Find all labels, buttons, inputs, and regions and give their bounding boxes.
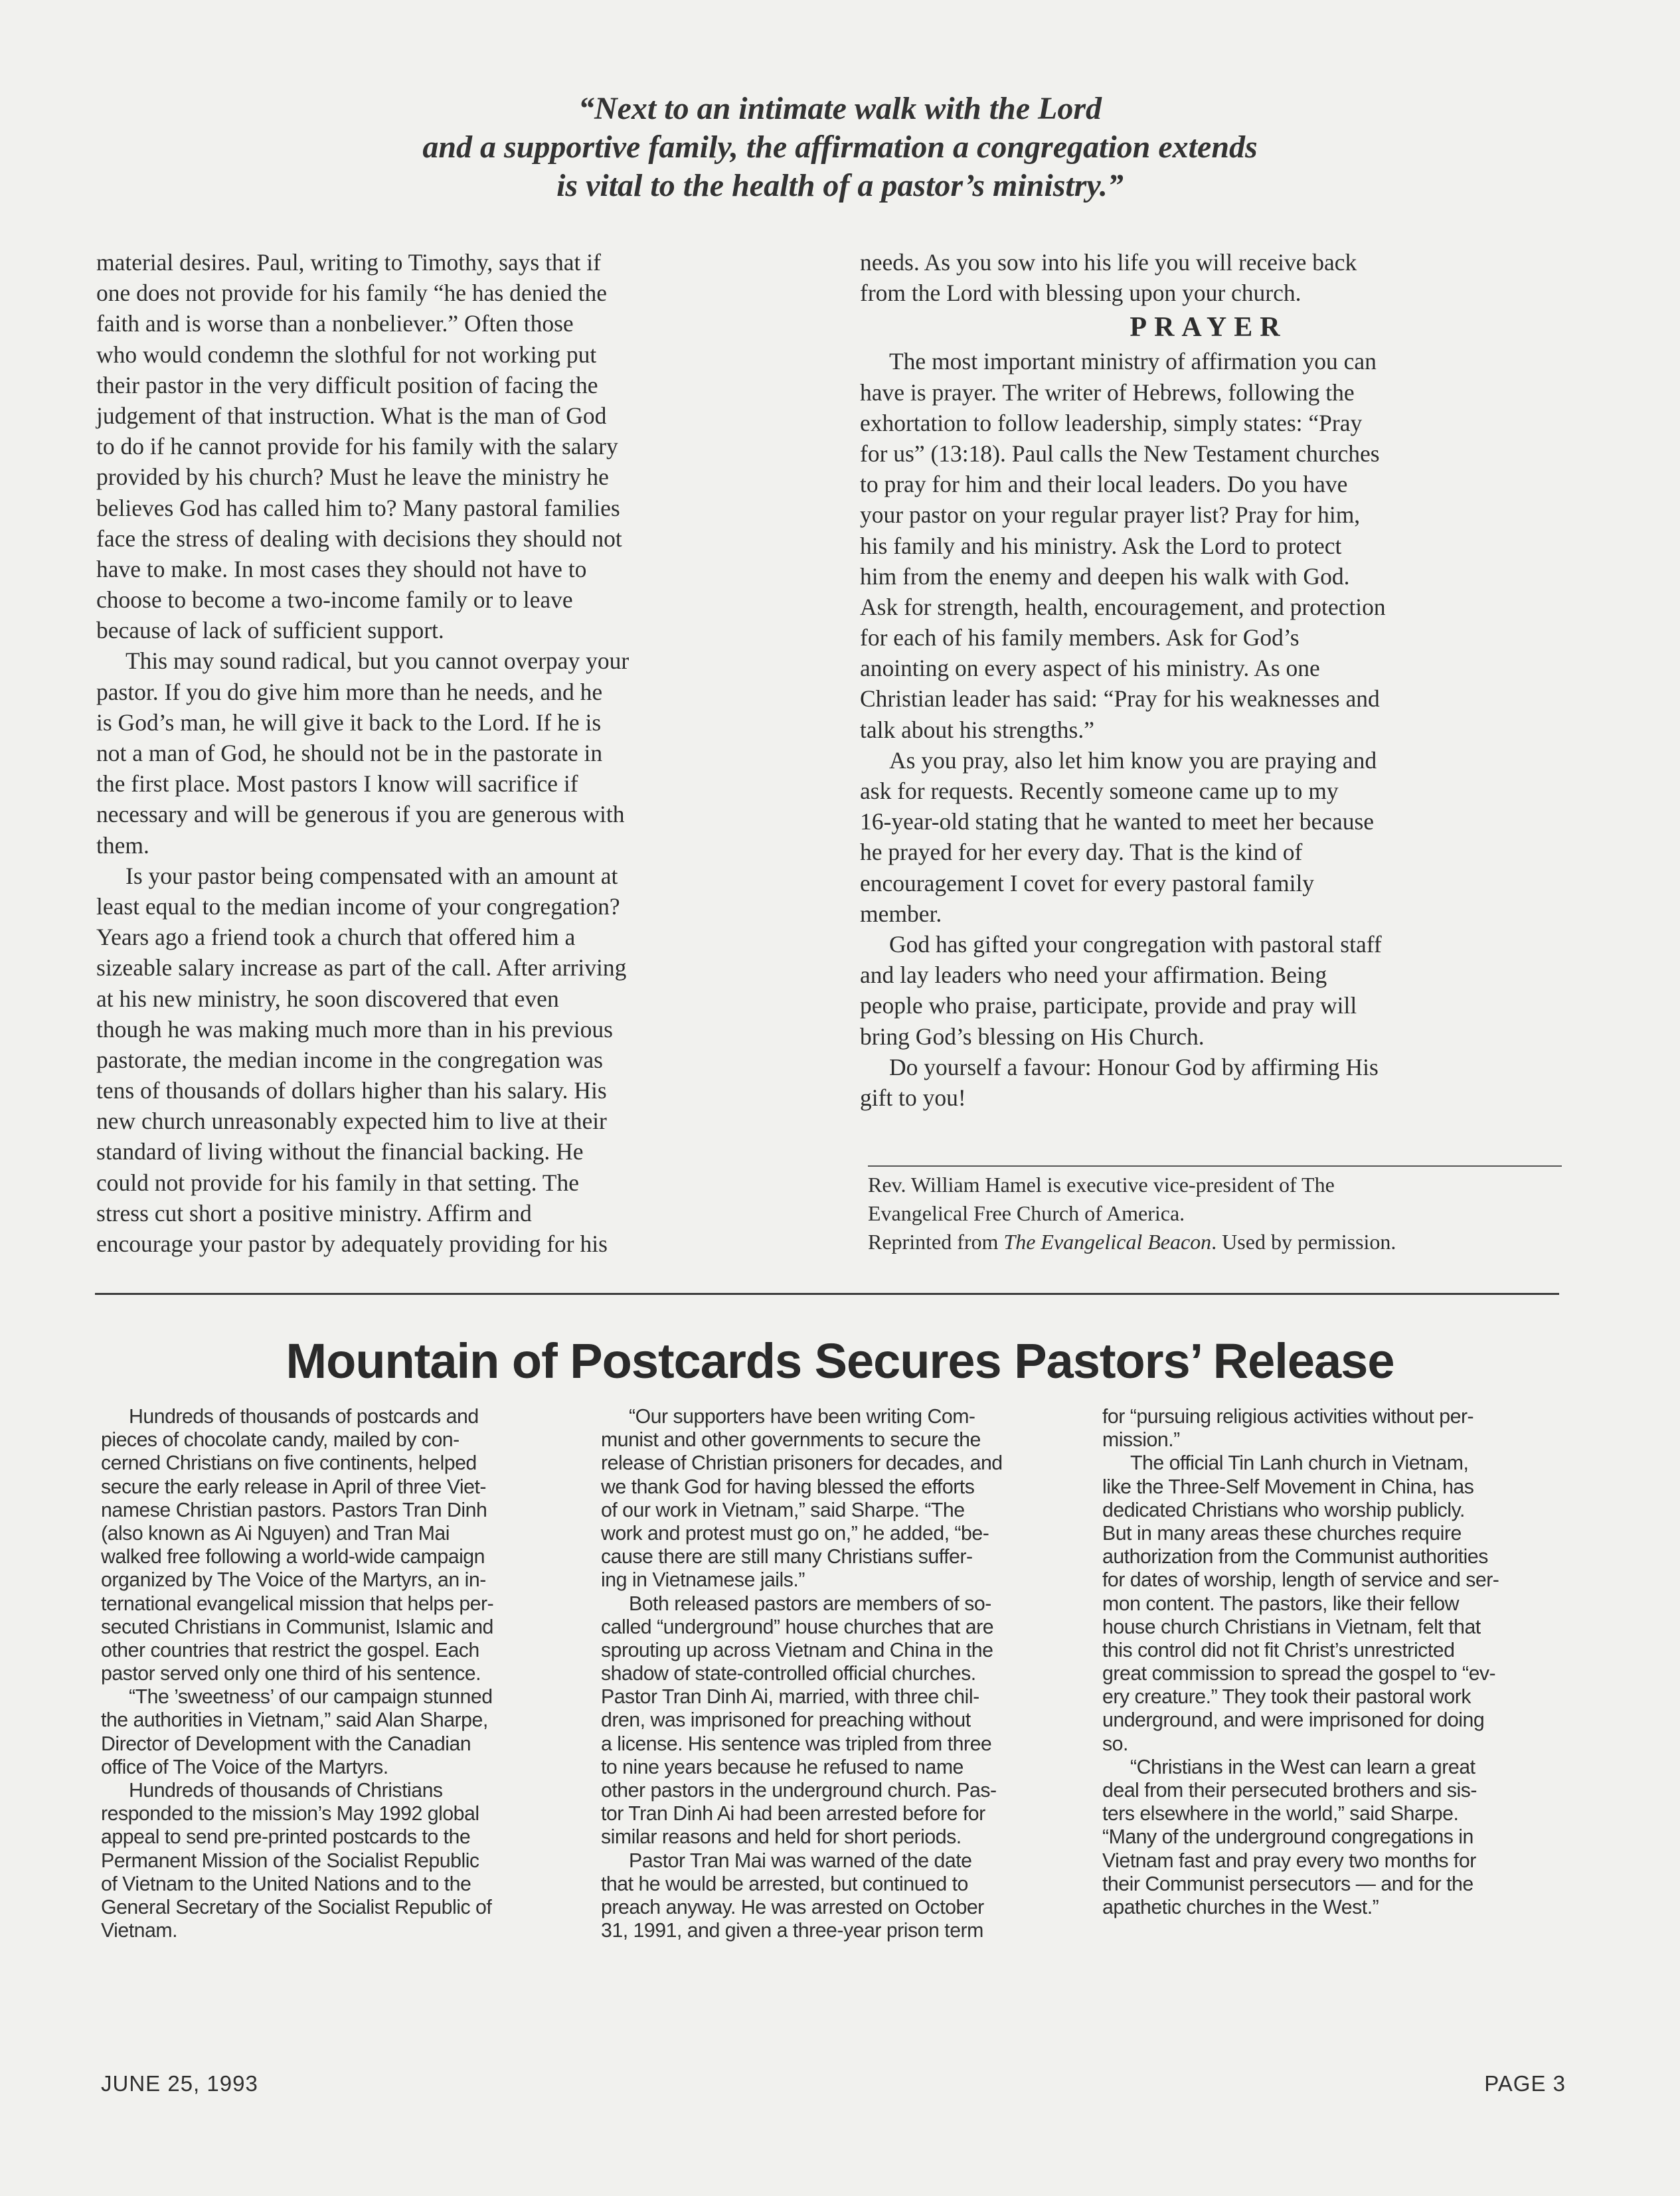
text-line: have is prayer. The writer of Hebrews, following the xyxy=(860,379,1355,406)
text-line: great commission to spread the gospel to “ev- xyxy=(1102,1663,1496,1685)
text-line: Is your pastor being compensated with an amount at xyxy=(126,862,618,889)
text-line: pastor served only one third of his sentence. xyxy=(101,1663,481,1685)
text-line: Vietnam fast and pray every two months for xyxy=(1102,1849,1476,1872)
text-line: authorization from the Communist authorities xyxy=(1102,1546,1488,1568)
text-line: who would condemn the slothful for not working put xyxy=(96,341,597,368)
credit-line: Rev. William Hamel is executive vice-president of The xyxy=(868,1173,1335,1197)
text-line: this control did not fit Christ’s unrestricted xyxy=(1102,1639,1455,1661)
text-line: stress cut short a positive ministry. Affirm and xyxy=(96,1199,532,1226)
text-line: talk about his strengths.” xyxy=(860,716,1094,743)
text-line: them. xyxy=(96,831,149,859)
text-line: Do yourself a favour: Honour God by affirming His xyxy=(889,1053,1379,1080)
pull-quote xyxy=(0,90,1680,205)
text-line: General Secretary of the Socialist Republic of xyxy=(101,1896,492,1918)
text-line: for “pursuing religious activities without per- xyxy=(1102,1406,1474,1428)
text-line: to nine years because he refused to name xyxy=(601,1756,964,1778)
text-line: their pastor in the very difficult position of facing the xyxy=(96,371,598,398)
text-line: This may sound radical, but you cannot overpay your xyxy=(126,647,630,675)
text-line: other countries that restrict the gospel. Each xyxy=(101,1639,479,1661)
text-line: like the Three-Self Movement in China, has xyxy=(1102,1476,1474,1498)
text-line: cause there are still many Christians suffer- xyxy=(601,1546,973,1568)
text-line: could not provide for his family in that setting. The xyxy=(96,1169,579,1196)
text-line: Vietnam. xyxy=(101,1920,178,1942)
text-line: needs. As you sow into his life you will receive back xyxy=(860,249,1357,276)
article-headline: Mountain of Postcards Secures Pastors’ Release xyxy=(286,1333,1394,1389)
text-line: because of lack of sufficient support. xyxy=(96,617,444,644)
text-line: other pastors in the underground church. Pas- xyxy=(601,1780,997,1802)
text-line: people who praise, participate, provide and pray will xyxy=(860,992,1357,1019)
text-line: standard of living without the financial backing. He xyxy=(96,1138,584,1165)
text-line: ery creature.” They took their pastoral work xyxy=(1102,1686,1471,1709)
text-line: though he was making much more than in his previous xyxy=(96,1015,613,1043)
text-line: the first place. Most pastors I know will sacrifice if xyxy=(96,770,578,798)
text-line: ternational evangelical mission that helps per- xyxy=(101,1592,494,1615)
issue-date: JUNE 25, 1993 xyxy=(101,2071,258,2096)
text-line: believes God has called him to? Many pastoral families xyxy=(96,494,620,521)
text-line: dren, was imprisoned for preaching without xyxy=(601,1709,971,1732)
text-line: tens of thousands of dollars higher than his salary. His xyxy=(96,1077,607,1104)
text-line: secure the early release in April of three Viet- xyxy=(101,1476,487,1498)
pull-quote-line: is vital to the health of a pastor’s ministry.” xyxy=(556,168,1124,203)
text-line: encouragement I covet for every pastoral family xyxy=(860,869,1315,896)
text-line: have to make. In most cases they should not have to xyxy=(96,555,587,582)
text-line: Pastor Tran Mai was warned of the date xyxy=(629,1849,972,1872)
text-line: exhortation to follow leadership, simply states: “Pray xyxy=(860,409,1363,436)
text-line: 31, 1991, and given a three-year prison term xyxy=(601,1920,983,1942)
text-line: new church unreasonably expected him to live at their xyxy=(96,1108,607,1135)
text-line: ing in Vietnamese jails.” xyxy=(601,1569,805,1592)
text-line: judgement of that instruction. What is the man of God xyxy=(96,402,607,429)
text-line: house church Christians in Vietnam, felt that xyxy=(1102,1616,1481,1638)
pull-quote-line: “Next to an intimate walk with the Lord xyxy=(578,91,1102,126)
credit-reprint-prefix: Reprinted from xyxy=(868,1230,1004,1254)
text-line: for dates of worship, length of service and ser- xyxy=(1102,1569,1499,1592)
text-line: Hundreds of thousands of Christians xyxy=(129,1780,443,1802)
text-line: member. xyxy=(860,900,942,927)
text-line: provided by his church? Must he leave the ministry he xyxy=(96,464,609,491)
story-column-2 xyxy=(601,1405,1072,1942)
text-line: sprouting up across Vietnam and China in the xyxy=(601,1639,993,1661)
text-line: Ask for strength, health, encouragement, and protection xyxy=(860,593,1386,620)
text-line: so. xyxy=(1102,1732,1128,1755)
text-line: one does not provide for his family “he has denied the xyxy=(96,280,607,307)
text-line: The most important ministry of affirmation you can xyxy=(889,348,1377,375)
pull-quote-line: and a supportive family, the affirmation a congregation extends xyxy=(422,129,1258,165)
text-line: shadow of state-controlled official churches. xyxy=(601,1663,976,1685)
text-line: deal from their persecuted brothers and sis- xyxy=(1102,1780,1477,1802)
text-line: the authorities in Vietnam,” said Alan Sharpe, xyxy=(101,1709,488,1732)
text-line: that he would be arrested, but continued to xyxy=(601,1873,968,1895)
story-column-3 xyxy=(1102,1405,1574,1919)
text-line: necessary and will be generous if you are generous with xyxy=(96,801,625,828)
text-line: Christian leader has said: “Pray for his weaknesses and xyxy=(860,685,1380,713)
text-line: encourage your pastor by adequately providing for his xyxy=(96,1230,608,1257)
credit-source-title: The Evangelical Beacon xyxy=(1003,1230,1212,1254)
text-line: walked free following a world-wide campaign xyxy=(101,1546,485,1568)
text-line: “Christians in the West can learn a great xyxy=(1130,1756,1475,1778)
text-line: appeal to send pre-printed postcards to the xyxy=(101,1826,471,1849)
text-line: 16-year-old stating that he wanted to meet her because xyxy=(860,808,1375,835)
text-line: The official Tin Lanh church in Vietnam, xyxy=(1130,1452,1469,1475)
text-line: gift to you! xyxy=(860,1084,966,1111)
text-line: from the Lord with blessing upon your church. xyxy=(860,280,1302,307)
text-line: “Many of the underground congregations in xyxy=(1102,1826,1473,1849)
text-line: to pray for him and their local leaders. Do you have xyxy=(860,471,1348,498)
text-line: Director of Development with the Canadian xyxy=(101,1732,471,1755)
text-line: mission.” xyxy=(1102,1429,1180,1452)
text-line: choose to become a two-income family or to leave xyxy=(96,586,573,614)
text-line: Pastor Tran Dinh Ai, married, with three chil- xyxy=(601,1686,979,1709)
text-line: bring God’s blessing on His Church. xyxy=(860,1023,1205,1050)
text-line: their Communist persecutors — and for the xyxy=(1102,1873,1473,1895)
text-line: munist and other governments to secure the xyxy=(601,1429,981,1452)
text-line: ask for requests. Recently someone came up to my xyxy=(860,778,1339,804)
text-line: responded to the mission’s May 1992 global xyxy=(101,1803,479,1825)
page-number: PAGE 3 xyxy=(1484,2071,1566,2096)
text-line: a license. His sentence was tripled from three xyxy=(601,1732,992,1755)
text-line: similar reasons and held for short periods. xyxy=(601,1826,962,1849)
text-line: for us” (13:18). Paul calls the New Testament churches xyxy=(860,440,1380,467)
text-line: and lay leaders who need your affirmation. Being xyxy=(860,962,1327,989)
text-line: his family and his ministry. Ask the Lord to protect xyxy=(860,532,1342,559)
text-line: (also known as Ai Nguyen) and Tran Mai xyxy=(101,1522,450,1545)
credit-permission: . Used by permission. xyxy=(1211,1230,1396,1254)
text-line: we thank God for having blessed the efforts xyxy=(601,1476,975,1498)
text-line: he prayed for her every day. That is the kind of xyxy=(860,839,1303,866)
text-line: office of The Voice of the Martyrs. xyxy=(101,1756,388,1778)
text-line: tor Tran Dinh Ai had been arrested before for xyxy=(601,1803,985,1825)
text-line: organized by The Voice of the Martyrs, an in- xyxy=(101,1569,486,1592)
text-line: material desires. Paul, writing to Timothy, says that if xyxy=(96,249,601,276)
text-line: sizeable salary increase as part of the call. After arriving xyxy=(96,954,627,981)
prayer-heading: PRAYER xyxy=(1130,312,1288,343)
text-line: “Our supporters have been writing Com- xyxy=(629,1406,975,1428)
text-line: your pastor on your regular prayer list? Pray for him, xyxy=(860,501,1361,529)
text-line: As you pray, also let him know you are praying and xyxy=(889,746,1377,774)
text-line: secuted Christians in Communist, Islamic and xyxy=(101,1616,493,1638)
text-line: of Vietnam to the United Nations and to the xyxy=(101,1873,471,1895)
author-credit xyxy=(868,1171,1562,1256)
text-line: apathetic churches in the West.” xyxy=(1102,1896,1379,1918)
text-line: work and protest must go on,” he added, “be- xyxy=(601,1522,989,1545)
right-column-body xyxy=(860,346,1557,1113)
text-line: face the stress of dealing with decisions they should not xyxy=(96,525,622,552)
text-line: God has gifted your congregation with pastoral staff xyxy=(889,930,1382,958)
text-line: cerned Christians on five continents, helped xyxy=(101,1452,477,1475)
text-line: pastorate, the median income in the congregation was xyxy=(96,1046,603,1073)
section-divider xyxy=(95,1293,1559,1295)
text-line: dedicated Christians who worship publicly. xyxy=(1102,1499,1465,1521)
text-line: underground, and were imprisoned for doing xyxy=(1102,1709,1485,1732)
text-line: preach anyway. He was arrested on October xyxy=(601,1896,984,1918)
text-line: pieces of chocolate candy, mailed by con- xyxy=(101,1429,460,1452)
credit-divider xyxy=(868,1165,1562,1167)
text-line: namese Christian pastors. Pastors Tran Dinh xyxy=(101,1499,487,1521)
text-line: of our work in Vietnam,” said Sharpe. “The xyxy=(601,1499,965,1521)
article-right-column xyxy=(860,247,1557,1113)
text-line: ters elsewhere in the world,” said Sharpe. xyxy=(1102,1803,1459,1825)
text-line: to do if he cannot provide for his family with the salary xyxy=(96,433,618,460)
text-line: anointing on every aspect of his ministry. As one xyxy=(860,655,1320,682)
text-line: Permanent Mission of the Socialist Republic xyxy=(101,1849,479,1872)
text-line: least equal to the median income of your congregation? xyxy=(96,892,620,920)
credit-line xyxy=(868,1228,1562,1256)
text-line: Years ago a friend took a church that offered him a xyxy=(96,924,576,951)
text-line: at his new ministry, he soon discovered that even xyxy=(96,985,559,1012)
text-line: faith and is worse than a nonbeliever.” Often those xyxy=(96,310,574,337)
text-line: not a man of God, he should not be in the pastorate in xyxy=(96,740,603,766)
text-line: release of Christian prisoners for decades, and xyxy=(601,1452,1003,1475)
text-line: him from the enemy and deepen his walk with God. xyxy=(860,562,1350,590)
text-line: Both released pastors are members of so- xyxy=(629,1592,991,1615)
text-line: called “underground” house churches that are xyxy=(601,1616,994,1638)
text-line: “The ’sweetness’ of our campaign stunned xyxy=(129,1686,493,1709)
story-column-1 xyxy=(101,1405,572,1942)
text-line: pastor. If you do give him more than he needs, and he xyxy=(96,678,603,705)
text-line: But in many areas these churches require xyxy=(1102,1522,1462,1545)
text-line: is God’s man, he will give it back to the Lord. If he is xyxy=(96,709,602,736)
article-left-column xyxy=(96,247,794,1259)
right-column-intro xyxy=(860,247,1557,308)
text-line: Hundreds of thousands of postcards and xyxy=(129,1406,479,1428)
text-line: mon content. The pastors, like their fellow xyxy=(1102,1592,1460,1615)
credit-line: Evangelical Free Church of America. xyxy=(868,1201,1185,1225)
text-line: for each of his family members. Ask for God’s xyxy=(860,624,1300,651)
